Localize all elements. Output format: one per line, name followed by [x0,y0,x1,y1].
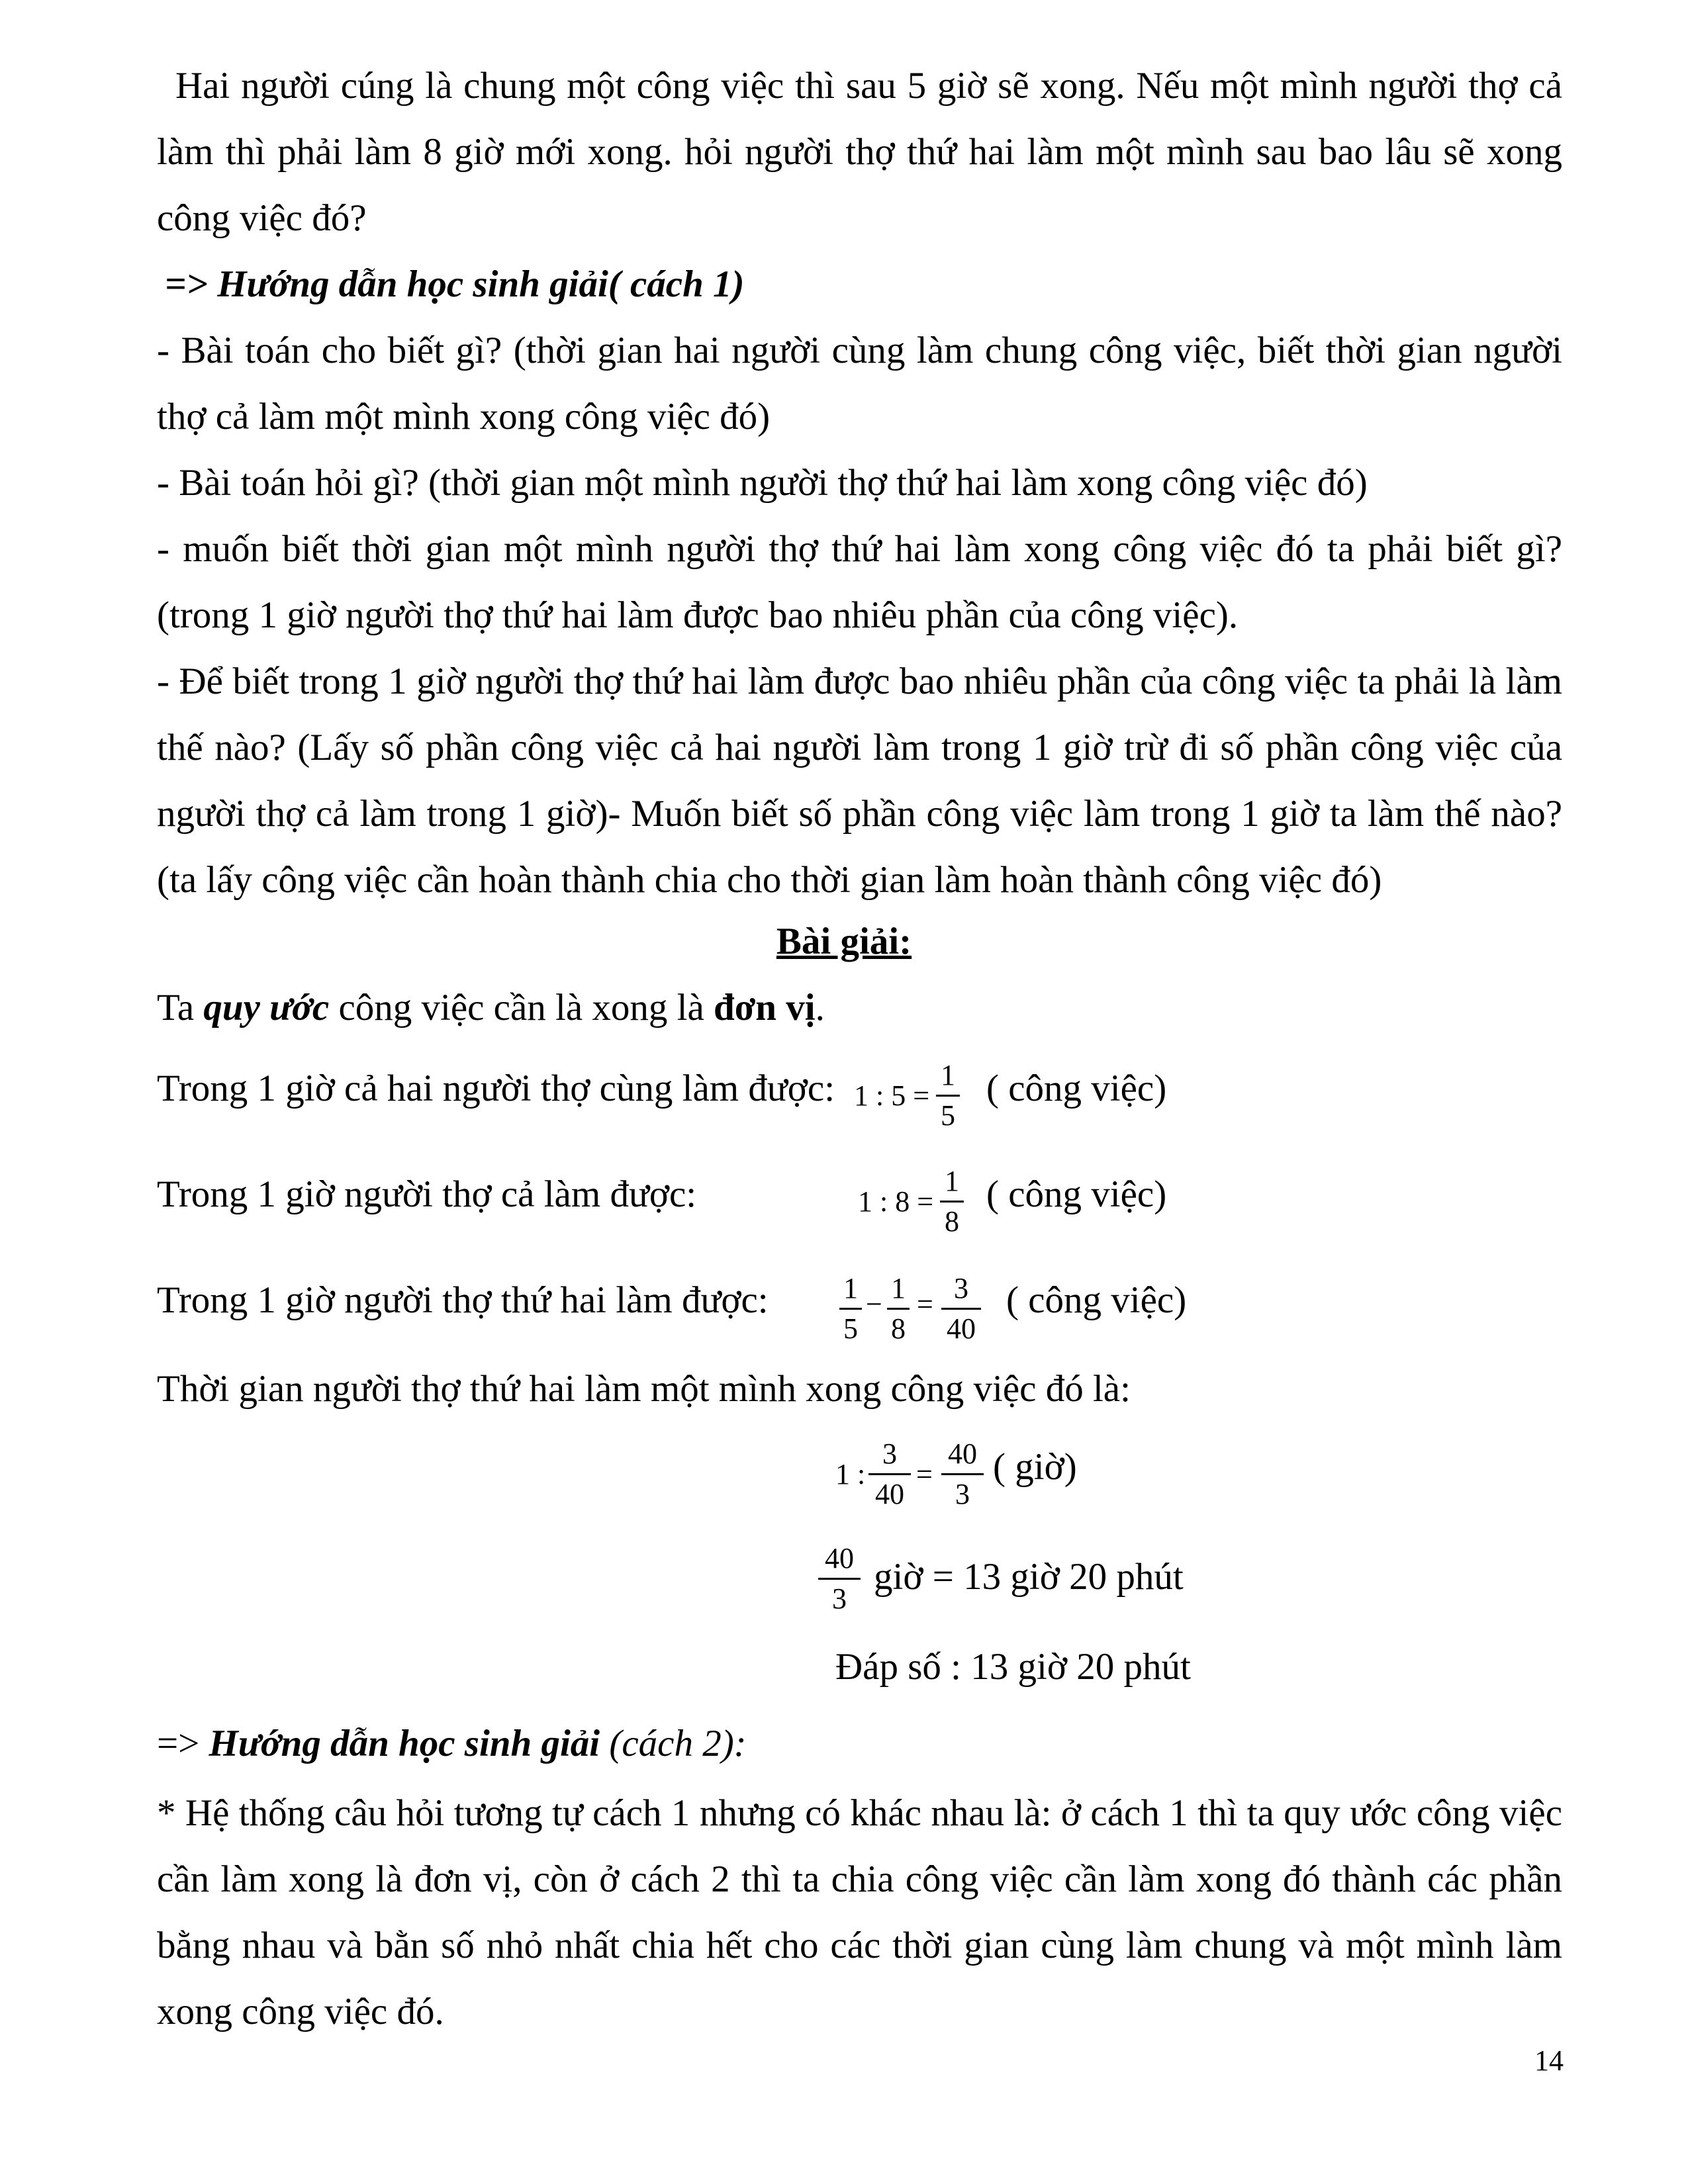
guide2-rest: (cách 2): [600,1723,747,1764]
solution-title: Bài giải: [776,921,912,962]
question-1: - Bài toán cho biết gì? (thời gian hai người cùng làm chung công việc, biết thời gian người thợ cả làm một mình xong công việc đó) [157,330,1562,437]
conversion-fraction [818,1542,861,1615]
guide2-heading [157,1722,747,1765]
guide2-bold: Hướng dẫn học sinh giải [209,1723,600,1764]
guide2-text: * Hệ thống câu hỏi tương tự cách 1 nhưng có khác nhau là: ở cách 1 thì ta quy ước công việc cần làm xong là đơn vị, còn ở cách 2 thì ta chia công việc cần làm xong đó thành các phần bằng nhau và bằn số nhỏ nhất chia hết cho các thời gian cùng làm chung và một mình làm xong công việc đó. [157,1792,1562,2032]
conversion-text: giờ = 13 giờ 20 phút [874,1556,1184,1598]
eq3a-den: 5 [843,1312,858,1345]
problem-statement: Hai người cúng là chung một công việc thì sau 5 giờ sẽ xong. Nếu một mình người thợ cả làm thì phải làm 8 giờ mới xong. hỏi người thợ thứ hai làm một mình sau bao lâu sẽ xong công việc đó? [157,65,1562,239]
convention-post: . [815,987,825,1028]
question-3: - muốn biết thời gian một mình người thợ thứ hai làm xong công việc đó ta phải biết gì? (trong 1 giờ người thợ thứ hai làm được bao nhiêu phần của công việc). [157,528,1562,636]
line-both-workers: Trong 1 giờ cả hai người thợ cùng làm được: [157,1068,835,1109]
eq4a-num: 3 [882,1437,897,1470]
guide1-heading: => Hướng dẫn học sinh giải( cách 1) [165,263,745,305]
question-2: - Bài toán hỏi gì? (thời gian một mình người thợ thứ hai làm xong công việc đó) [157,462,1368,504]
convention-pre: Ta [157,987,204,1028]
eq4r-num: 40 [948,1437,977,1470]
eq3-minus: − [866,1288,882,1320]
eq4-frac-a [868,1437,911,1511]
eq1-den: 5 [941,1099,955,1132]
eq2-num: 1 [945,1165,959,1197]
top-text-block [157,53,1562,913]
guide2-arrow: => [157,1723,209,1764]
eq3-frac-b [887,1272,910,1345]
convention-line [157,986,825,1029]
eq3-equals: = [917,1288,933,1320]
line-first-worker: Trong 1 giờ người thợ cả làm được: [157,1173,697,1215]
eq4a-den: 40 [875,1478,904,1510]
page-number: 14 [1534,2044,1564,2077]
line3-unit: ( công việc) [1006,1279,1187,1321]
line-second-worker: Trong 1 giờ người thợ thứ hai làm được: [157,1279,769,1321]
eq3r-den: 40 [947,1312,976,1345]
convention-mid: công việc cần là xong là [329,987,714,1028]
eq3b-num: 1 [891,1272,906,1304]
eq3-result [941,1272,981,1345]
eq4r-den: 3 [955,1478,970,1510]
eq4-equals: = [916,1458,933,1490]
line-time-second: Thời gian người thợ thứ hai làm một mình xong công việc đó là: [157,1368,1131,1410]
question-4: - Để biết trong 1 giờ người thợ thứ hai làm được bao nhiêu phần của công việc ta phải là làm thế nào? (Lấy số phần công việc cả hai người làm trong 1 giờ trừ đi số phần công việc của người thợ cả làm trong 1 giờ)- Muốn biết số phần công việc làm trong 1 giờ ta làm thế nào? (ta lấy công việc cần hoàn thành chia cho thời gian làm hoàn thành công việc đó) [157,660,1562,901]
convention-unit: đơn vị [714,987,816,1028]
answer: Đáp số : 13 giờ 20 phút [835,1646,1191,1688]
conv-den: 3 [832,1582,847,1615]
eq3r-num: 3 [954,1272,968,1304]
eq3-frac-a [839,1272,862,1345]
eq4-lhs: 1 : [835,1458,866,1490]
eq2-den: 8 [945,1205,959,1238]
eq3b-den: 8 [891,1312,906,1345]
eq2-lhs: 1 : 8 = [858,1185,934,1218]
eq2-fraction [940,1165,964,1238]
eq1-lhs: 1 : 5 = [854,1079,930,1112]
line2-unit: ( công việc) [986,1173,1167,1215]
eq4-result [941,1437,984,1511]
eq1-fraction [936,1059,960,1132]
eq1-num: 1 [941,1059,955,1091]
line4-unit: ( giờ) [993,1446,1077,1488]
line1-unit: ( công việc) [986,1068,1167,1109]
convention-term: quy ước [203,987,330,1028]
guide2-block [157,1780,1562,2045]
conv-num: 40 [825,1542,854,1574]
eq3a-num: 1 [843,1272,858,1304]
